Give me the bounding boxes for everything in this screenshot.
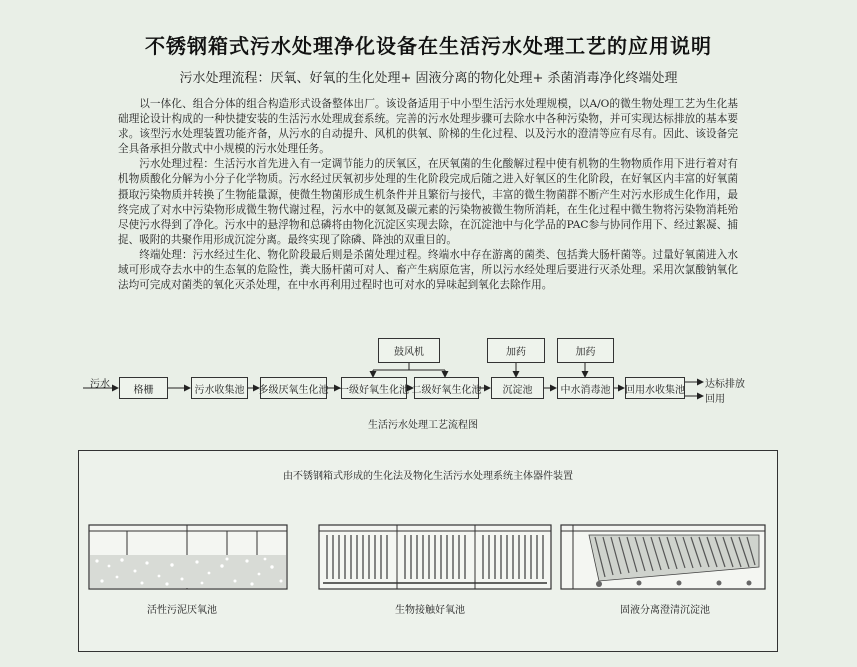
sedimentation-tank-label: 固液分离澄清沉淀池 bbox=[620, 605, 710, 616]
flow-blower-box: 鼓风机 bbox=[378, 338, 440, 363]
paragraph-process: 污水处理过程：生活污水首先进入有一定调节能力的厌氧区，在厌氧菌的生化酸解过程中使有机物的生物物质作用下进行着对有机物质酸化分解为小分子化学物质。污水经过厌氧初步处理的生化阶段完成后随之进入好氧区的生化阶段，在好氧区内丰富的好氧菌摄取污染物质并转换了生物能量源，使微生物菌形成生机条件并且繁衍与接代，丰富的微生物菌群不断产生对污水形成生化作用，最终完成了对水中污染物形成微生物代谢过程，污水中的氨氮及碳元素的污染物被微生物所消耗，在生化过程中微生物将污染物消耗殆尽使污水得到了净化。污水中的悬浮物和总磷将由物化沉淀区实现去除，在沉淀池中与化学品的PAC参与协同作用下、经过絮凝、捕捉、吸附的共聚作用形成沉淀分离。最终实现了除磷、降浊的双重目的。 bbox=[118, 158, 738, 246]
sedimentation-tank-drawing bbox=[559, 521, 767, 593]
description-text bbox=[118, 97, 738, 293]
flow-step-aerobic-tank-1: 一级好氧生化池 bbox=[341, 377, 407, 399]
flow-step-aerobic-tank-2: 二级好氧生化池 bbox=[414, 377, 479, 399]
paragraph-intro: 以一体化、组合分体的组合构造形式设备整体出厂。该设备适用于中小型生活污水处理规模，以A/O的微生物处理工艺为生化基础理论设计构成的一种快捷安装的生活污水处理成套系统。完善的污水处理步骤可去除水中各种污染物，并可实现达标排放的基本要求。该型污水处理装置功能齐备，从污水的自动提升、风机的供氧、阶梯的生化过程、以及污水的澄清等应有尽有。因此、该设备完全具备承担分散式中小规模的污水处理任务。 bbox=[118, 98, 738, 156]
flow-outlet-discharge: 达标排放 bbox=[705, 379, 745, 390]
page-subtitle: 污水处理流程：厌氧、好氧的生化处理+ 固液分离的物化处理+ 杀菌消毒净化终端处理 bbox=[179, 71, 678, 86]
flow-caption: 生活污水处理工艺流程图 bbox=[368, 420, 478, 431]
aerobic-tank-label: 生物接触好氧池 bbox=[395, 605, 465, 616]
flow-step-disinfection-tank: 中水消毒池 bbox=[557, 377, 614, 399]
flow-outlet-reuse: 回用 bbox=[705, 394, 725, 405]
anaerobic-tank-drawing bbox=[87, 521, 289, 593]
flow-dosing-box-2: 加药 bbox=[557, 338, 614, 363]
paragraph-terminal: 终端处理：污水经过生化、物化阶段最后则是杀菌处理过程。终端水中存在游离的菌类、包括粪大肠杆菌等。过量好氧菌进入水域可形成夺去水中的生态氧的危险性，粪大肠杆菌可对人、畜产生病原危害，所以污水经处理后要进行灭杀处理。采用次氯酸钠氧化法均可完成对菌类的氧化灭杀处理，在中水再利用过程时也可对水的异味起到氧化去除作用。 bbox=[118, 248, 738, 292]
aerobic-tank-drawing bbox=[317, 521, 553, 593]
anaerobic-tank-label: 活性污泥厌氧池 bbox=[147, 605, 217, 616]
flow-step-anaerobic-tank: 多级厌氧生化池 bbox=[260, 377, 327, 399]
equipment-panel bbox=[78, 450, 778, 652]
flow-step-sedimentation-tank: 沉淀池 bbox=[491, 377, 544, 399]
equipment-title: 由不锈钢箱式形成的生化法及物化生活污水处理系统主体器件装置 bbox=[283, 471, 573, 482]
flow-step-reuse-tank: 回用水收集池 bbox=[625, 377, 685, 399]
flow-inlet-label: 污水 bbox=[90, 379, 110, 390]
flow-dosing-box-1: 加药 bbox=[487, 338, 545, 363]
flow-step-screen: 格栅 bbox=[119, 377, 168, 399]
flow-step-collection-tank: 污水收集池 bbox=[191, 377, 248, 399]
page-title: 不锈钢箱式污水处理净化设备在生活污水处理工艺的应用说明 bbox=[145, 34, 712, 58]
